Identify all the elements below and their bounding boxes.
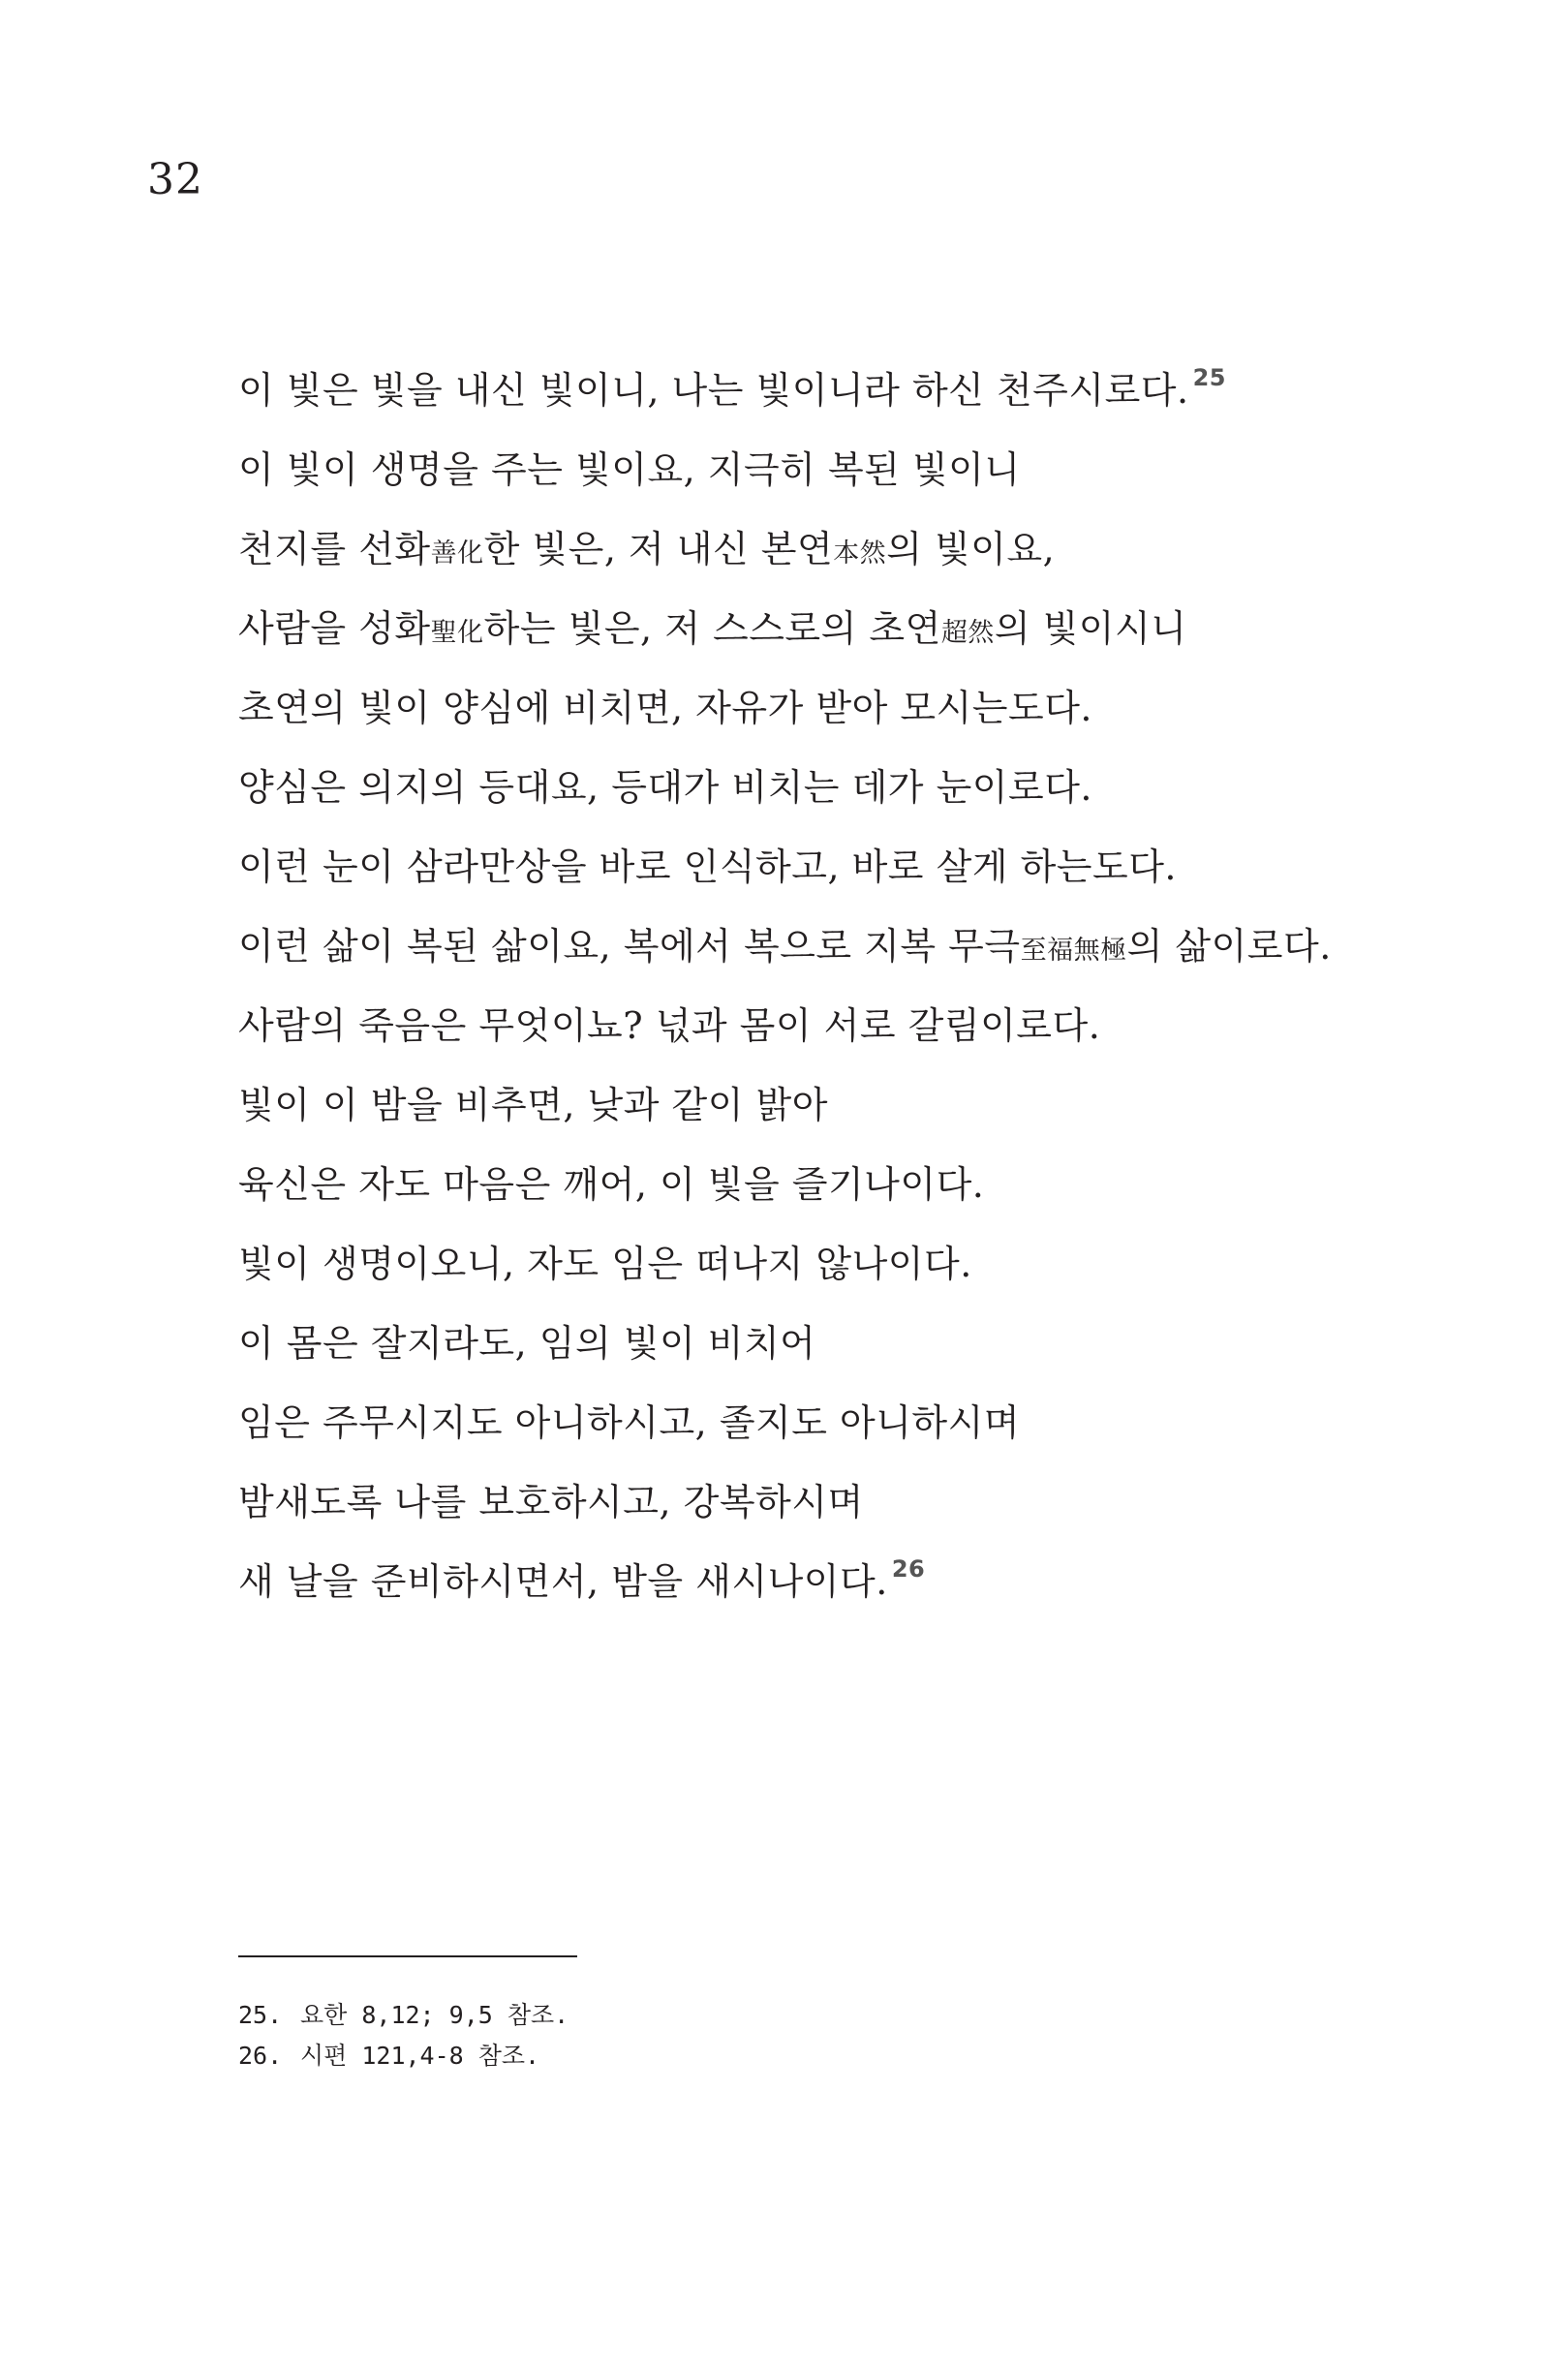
footnote-number: 25. [238, 2001, 283, 2029]
footnote-text: 요한 8,12; 9,5 참조. [300, 2001, 569, 2029]
poem-text: 빛이 이 밤을 비추면, 낮과 같이 밝아 [238, 1084, 828, 1126]
hanja-gloss: 至福無極 [1020, 936, 1127, 966]
hanja-gloss: 聖化 [430, 618, 484, 648]
poem-text: 양심은 의지의 등대요, 등대가 비치는 데가 눈이로다. [238, 766, 1093, 809]
poem-text: 이런 눈이 삼라만상을 바로 인식하고, 바로 살게 하는도다. [238, 846, 1177, 888]
poem-line [238, 827, 1478, 907]
poem-line [238, 430, 1478, 509]
poem-line [238, 351, 1478, 430]
poem-text: 천지를 선화 [238, 528, 431, 570]
page-number: 32 [147, 155, 203, 204]
poem-line [238, 1383, 1478, 1462]
poem-line [238, 589, 1478, 668]
footnote-marker[interactable]: 26 [891, 1555, 926, 1583]
poem-text: 의 빛이시니 [994, 607, 1187, 650]
poem-text: 초연의 빛이 양심에 비치면, 자유가 받아 모시는도다. [238, 687, 1093, 729]
poem-text: 임은 주무시지도 아니하시고, 졸지도 아니하시며 [238, 1401, 1021, 1444]
hanja-gloss: 超然 [940, 618, 995, 648]
hanja-gloss: 善化 [430, 538, 484, 569]
poem-text: 새 날을 준비하시면서, 밤을 새시나이다. [238, 1560, 888, 1603]
footnote-item [238, 2036, 569, 2076]
poem-text: 의 빛이요, [886, 528, 1056, 570]
poem-text: 이 몸은 잘지라도, 임의 빛이 비치어 [238, 1322, 816, 1365]
poem-text: 하는 빛은, 저 스스로의 초연 [483, 607, 941, 650]
hanja-gloss: 本然 [833, 538, 887, 569]
poem-line [238, 509, 1478, 589]
poem-text: 이 빛은 빛을 내신 빛이니, 나는 빛이니라 하신 천주시로다. [238, 369, 1189, 412]
poem-body [238, 351, 1478, 1621]
poem-line [238, 748, 1478, 827]
footnote-divider [238, 1955, 577, 1957]
footnote-item [238, 1995, 569, 2036]
poem-line [238, 1145, 1478, 1224]
footnote-number: 26. [238, 2042, 283, 2070]
poem-text: 육신은 자도 마음은 깨어, 이 빛을 즐기나이다. [238, 1163, 985, 1206]
poem-text: 사람의 죽음은 무엇이뇨? 넋과 몸이 서로 갈림이로다. [238, 1004, 1101, 1047]
poem-line [238, 986, 1478, 1065]
poem-text: 의 삶이로다. [1126, 925, 1332, 968]
poem-line [238, 1065, 1478, 1145]
poem-text: 이런 삶이 복된 삶이요, 복에서 복으로 지복 무극 [238, 925, 1021, 968]
poem-text: 이 빛이 생명을 주는 빛이요, 지극히 복된 빛이니 [238, 448, 1021, 491]
poem-text: 빛이 생명이오니, 자도 임은 떠나지 않나이다. [238, 1243, 972, 1285]
poem-line [238, 1462, 1478, 1542]
poem-line [238, 1224, 1478, 1304]
poem-line [238, 1304, 1478, 1383]
poem-line [238, 668, 1478, 748]
footnote-marker[interactable]: 25 [1192, 364, 1226, 391]
poem-text: 한 빛은, 저 내신 본연 [483, 528, 834, 570]
poem-text: 사람을 성화 [238, 607, 431, 650]
poem-line [238, 1542, 1478, 1621]
poem-line [238, 907, 1478, 986]
poem-text: 밤새도록 나를 보호하시고, 강복하시며 [238, 1481, 864, 1523]
footnote-text: 시편 121,4-8 참조. [300, 2042, 540, 2070]
footnotes [238, 1995, 569, 2076]
